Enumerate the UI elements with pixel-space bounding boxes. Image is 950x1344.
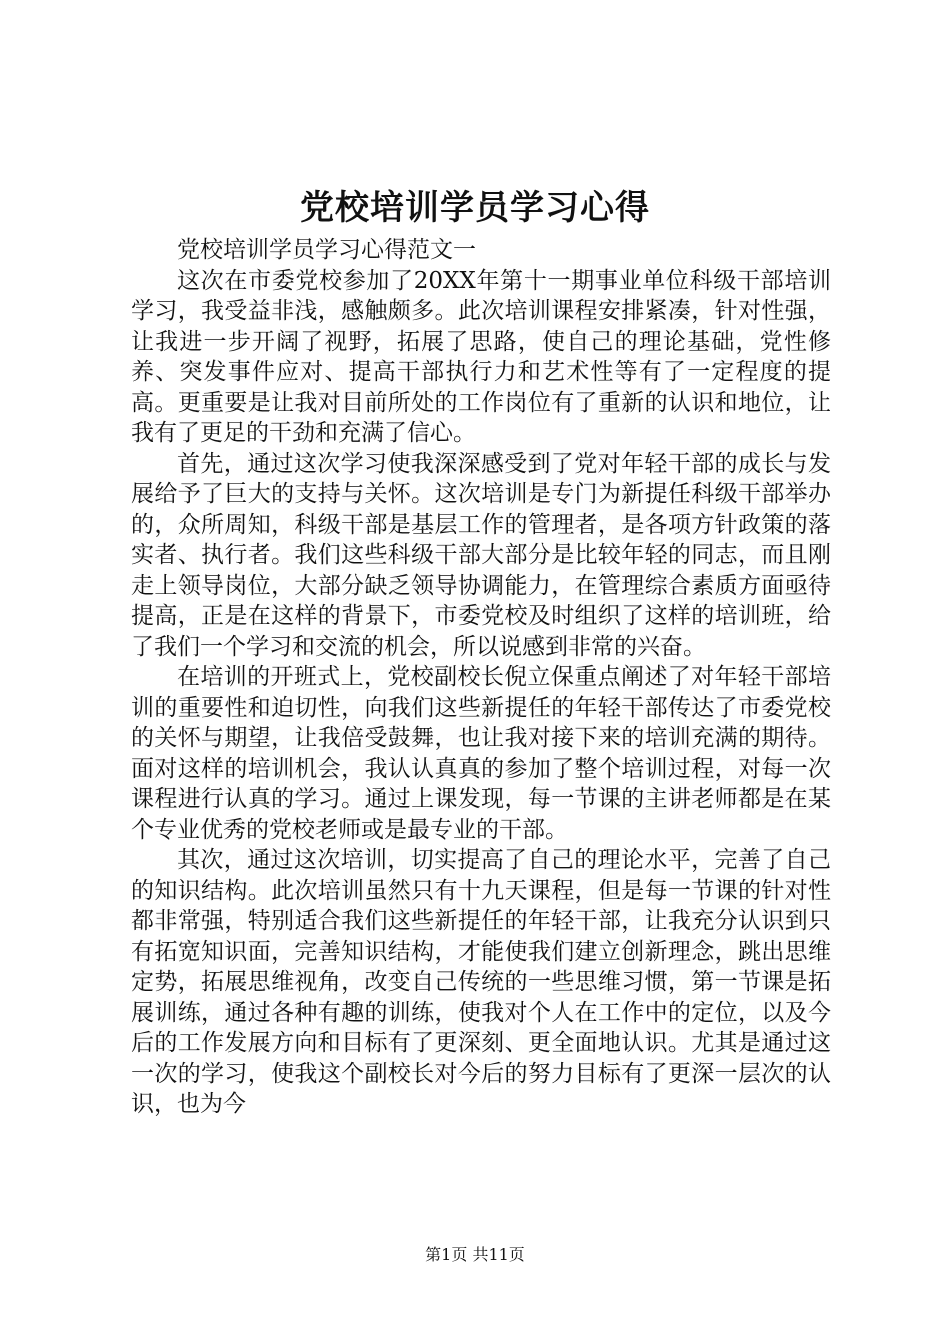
page-number-label: 第1页 共11页 (425, 1245, 525, 1264)
body-paragraph-1: 这次在市委党校参加了20XX年第十一期事业单位科级干部培训学习，我受益非浅，感触颇多。此次培训课程安排紧凑，针对性强，让我进一步开阔了视野，拓展了思路，使自己的理论基础，党性修养、突发事件应对、提高干部执行力和艺术性等有了一定程度的提高。更重要是让我对目前所处的工作岗位有了重新的认识和地位，让我有了更足的干劲和充满了信心。 (131, 267, 831, 446)
document-body (131, 235, 831, 1120)
page-footer (0, 1243, 950, 1267)
page-title: 党校培训学员学习心得 (300, 188, 650, 228)
body-paragraph-3: 在培训的开班式上，党校副校长倪立保重点阐述了对年轻干部培训的重要性和迫切性，向我们这些新提任的年轻干部传达了市委党校的关怀与期望，让我倍受鼓舞，也让我对接下来的培训充满的期待。面对这样的培训机会，我认认真真的参加了整个培训过程，对每一次课程进行认真的学习。通过上课发现，每一节课的主讲老师都是在某个专业优秀的党校老师或是最专业的干部。 (131, 664, 831, 843)
body-paragraph-4: 其次，通过这次培训，切实提高了自己的理论水平，完善了自己的知识结构。此次培训虽然只有十九天课程，但是每一节课的针对性都非常强，特别适合我们这些新提任的年轻干部，让我充分认识到只有拓宽知识面，完善知识结构，才能使我们建立创新理念，跳出思维定势，拓展思维视角，改变自己传统的一些思维习惯，第一节课是拓展训练，通过各种有趣的训练，使我对个人在工作中的定位，以及今后的工作发展方向和目标有了更深刻、更全面地认识。尤其是通过这一次的学习，使我这个副校长对今后的努力目标有了更深一层次的认识，也为今 (131, 847, 831, 1117)
subtitle-paragraph: 党校培训学员学习心得范文一 (177, 237, 476, 263)
body-paragraph-2: 首先，通过这次学习使我深深感受到了党对年轻干部的成长与发展给予了巨大的支持与关怀。这次培训是专门为新提任科级干部举办的，众所周知，科级干部是基层工作的管理者，是各项方针政策的落实者、执行者。我们这些科级干部大部分是比较年轻的同志，而且刚走上领导岗位，大部分缺乏领导协调能力，在管理综合素质方面亟待提高，正是在这样的背景下，市委党校及时组织了这样的培训班，给了我们一个学习和交流的机会，所以说感到非常的兴奋。 (131, 450, 831, 660)
